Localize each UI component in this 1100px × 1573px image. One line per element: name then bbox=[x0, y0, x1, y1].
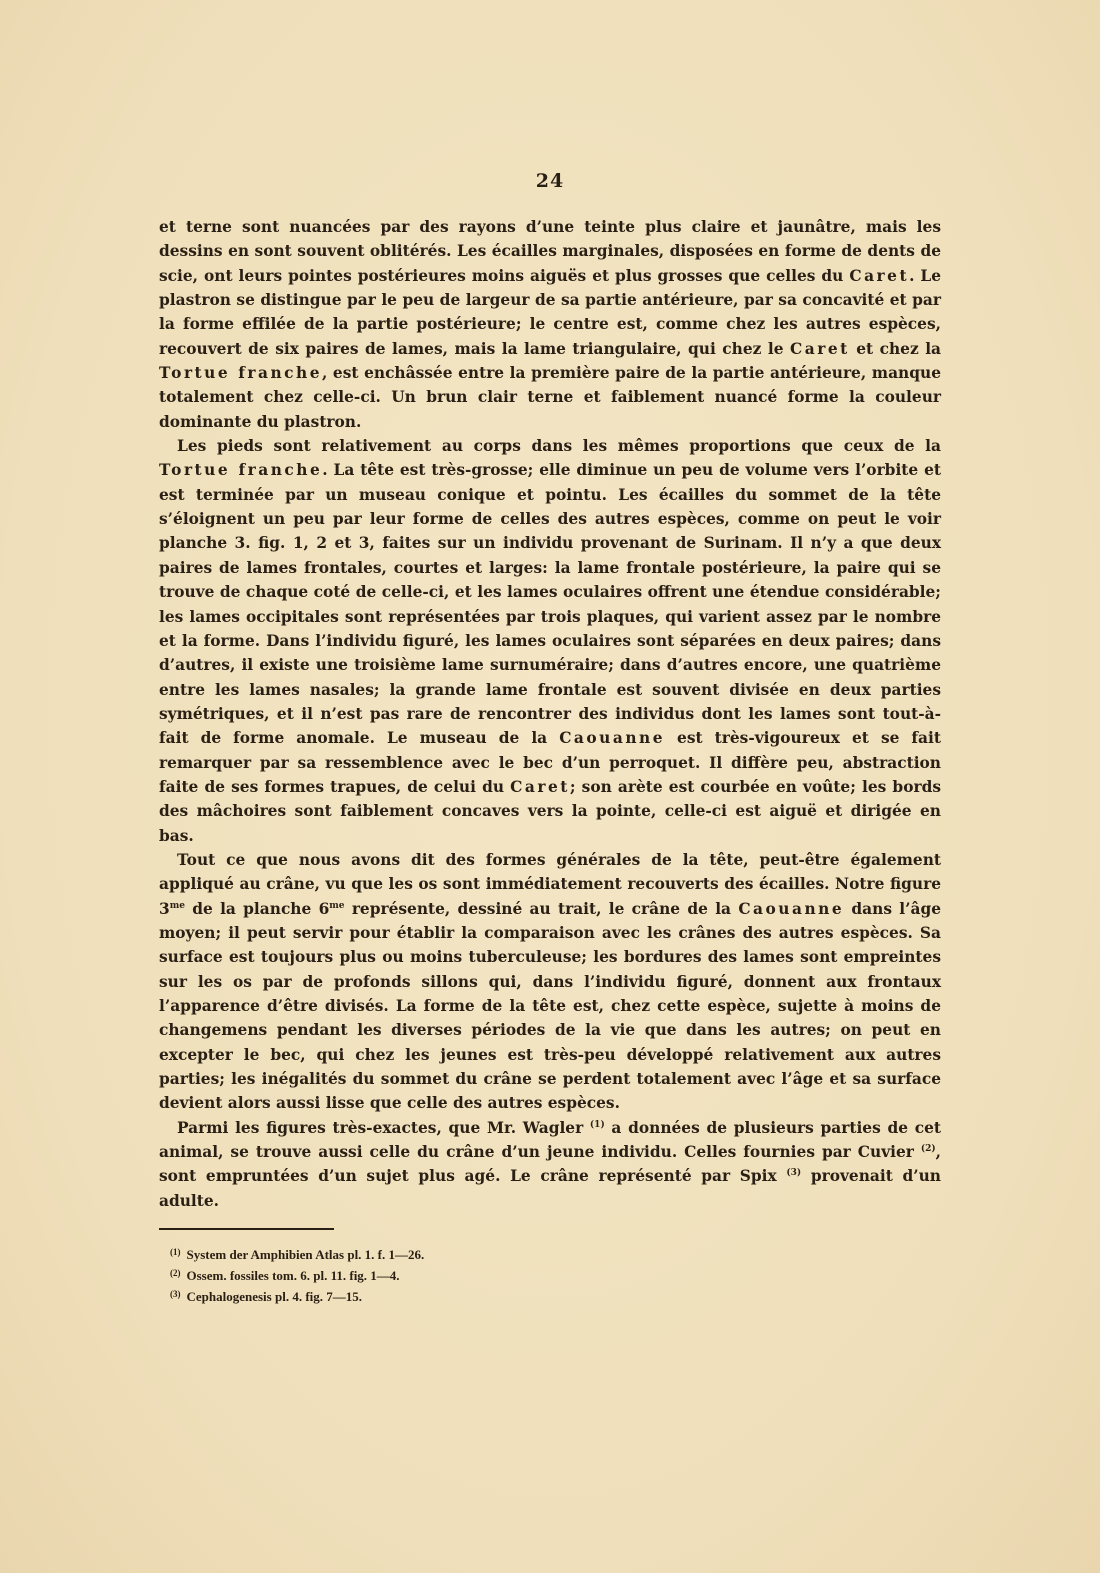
paragraph-4 bbox=[159, 1116, 941, 1213]
footnote-divider bbox=[159, 1228, 334, 1230]
text-run: . Le plastron se distingue par le peu de largeur de sa partie antérieure, par sa concavité et par la forme effilée de la partie postérieure; le centre est, comme chez les autres espèces, recouvert de six paires de lames, mais la lame triangulaire, qui chez le bbox=[159, 266, 942, 358]
footnote-marker: (3) bbox=[170, 1289, 181, 1299]
footnote-marker: (2) bbox=[170, 1268, 181, 1278]
paragraph-3 bbox=[159, 848, 941, 1116]
text-run: de la planche 6 bbox=[192, 899, 330, 918]
footnote-reference[interactable]: (2) bbox=[920, 1144, 936, 1155]
footnote-reference[interactable]: (1) bbox=[589, 1119, 605, 1130]
footnote-text: Cephalogenesis pl. 4. fig. 7—15. bbox=[186, 1289, 363, 1304]
paragraph-1 bbox=[159, 215, 941, 434]
text-run: Tout ce que nous avons dit des formes générales de la tête, peut-être également appliqué au crâne, vu que les os sont immédiatement recouverts des écailles. Notre figure 3 bbox=[159, 850, 941, 918]
text-run: dans l’âge moyen; il peut servir pour établir la comparaison avec les crânes des autres espèces. Sa surface est toujours plus ou moins tuberculeuse; les bordures des lames sont empreintes sur les os par de profonds sillons qui, dans l’individu figuré, donnent aux frontaux l’apparence d’être divisés. La forme de la tête est, chez cette espèce, sujette à moins de changemens pendant les diverses périodes de la vie que dans les autres; on peut en excepter le bec, qui chez les jeunes est très-peu développé relativement aux autres parties; les inégalités du sommet du crâne se perdent totalement avec l’âge et sa surface devient alors aussi lisse que celle des autres espèces. bbox=[159, 899, 942, 1113]
footnote-reference[interactable]: (3) bbox=[786, 1168, 802, 1179]
species-name-caret: Caret bbox=[510, 777, 570, 796]
species-name-caret: Caret bbox=[849, 266, 910, 285]
footnote-1 bbox=[170, 1243, 870, 1264]
text-run: représente, dessiné au trait, le crâne de la bbox=[351, 899, 732, 918]
superscript: me bbox=[329, 900, 345, 911]
text-run: a données de plusieurs parties de cet animal, se trouve aussi celle du crâne d’un jeune individu. Celles fournies par Cuvier bbox=[159, 1118, 942, 1162]
species-name-caouanne: Caouanne bbox=[559, 729, 666, 748]
species-name-caret: Caret bbox=[790, 339, 850, 358]
footnote-text: System der Amphibien Atlas pl. 1. f. 1—26. bbox=[186, 1247, 425, 1262]
text-run: Parmi les figures très-exactes, que Mr. Wagler bbox=[177, 1118, 584, 1137]
footnote-3 bbox=[170, 1285, 870, 1306]
species-name-tortue-franche: Tortue franche bbox=[159, 461, 323, 480]
text-run: est très-vigoureux et se fait remarquer par sa ressemblence avec le bec d’un perroquet. Il diffère peu, abstraction faite de ses formes trapues, de celui du bbox=[159, 729, 941, 796]
text-run: ; son arète est courbée en voûte; les bords des mâchoires sont faiblement concaves vers la pointe, celle-ci est aiguë et dirigée en bas. bbox=[159, 777, 941, 845]
text-run: , sont empruntées d’un sujet plus agé. Le crâne représenté par Spix bbox=[159, 1143, 941, 1186]
text-run: provenait d’un adulte. bbox=[159, 1167, 941, 1210]
page-number: 24 bbox=[535, 170, 565, 192]
text-run: Les pieds sont relativement au corps dans les mêmes proportions que ceux de la bbox=[177, 437, 941, 456]
footnote-2 bbox=[170, 1264, 870, 1285]
text-run: et terne sont nuancées par des rayons d’une teinte plus claire et jaunâtre, mais les dessins en sont souvent oblitérés. Les écailles marginales, disposées en forme de dents de scie, ont leurs pointes postérieures moins aiguës et plus grosses que celles du bbox=[159, 218, 941, 285]
footnotes bbox=[170, 1243, 870, 1306]
species-name-caouanne: Caouanne bbox=[738, 899, 845, 918]
superscript: me bbox=[169, 900, 185, 911]
species-name-tortue-franche: Tortue franche bbox=[159, 364, 322, 383]
text-run: et chez la bbox=[856, 339, 942, 358]
footnote-text: Ossem. fossiles tom. 6. pl. 11. fig. 1—4. bbox=[186, 1268, 400, 1283]
paragraph-2 bbox=[159, 434, 941, 848]
text-run: , est enchâssée entre la première paire de la partie antérieure, manque totalement chez celle-ci. Un brun clair terne et faiblement nuancé forme la couleur dominante du plastron. bbox=[159, 364, 941, 431]
footnote-marker: (1) bbox=[170, 1247, 181, 1257]
main-text bbox=[159, 215, 941, 1213]
text-run: . La tête est très-grosse; elle diminue un peu de volume vers l’orbite et est terminée par un museau conique et pointu. Les écailles du sommet de la tête s’éloignent un peu par leur forme de celles des autres espèces, comme on peut le voir planche 3. fig. 1, 2 et 3, faites sur un individu provenant de Surinam. Il n’y a que deux paires de lames frontales, courtes et larges: la lame frontale postérieure, la paire qui se trouve de chaque coté de celle-ci, et les lames oculaires offrent une étendue considérable; les lames occipitales sont représentées par trois plaques, qui varient assez par le nombre et la forme. Dans l’individu figuré, les lames oculaires sont séparées en deux paires; dans d’autres, il existe une troisième lame surnuméraire; dans d’autres encore, une quatrième entre les lames nasales; la grande lame frontale est souvent divisée en deux parties symétriques, et il n’est pas rare de rencontrer des individus dont les lames sont tout-à-fait de forme anomale. Le museau de la bbox=[159, 461, 941, 748]
